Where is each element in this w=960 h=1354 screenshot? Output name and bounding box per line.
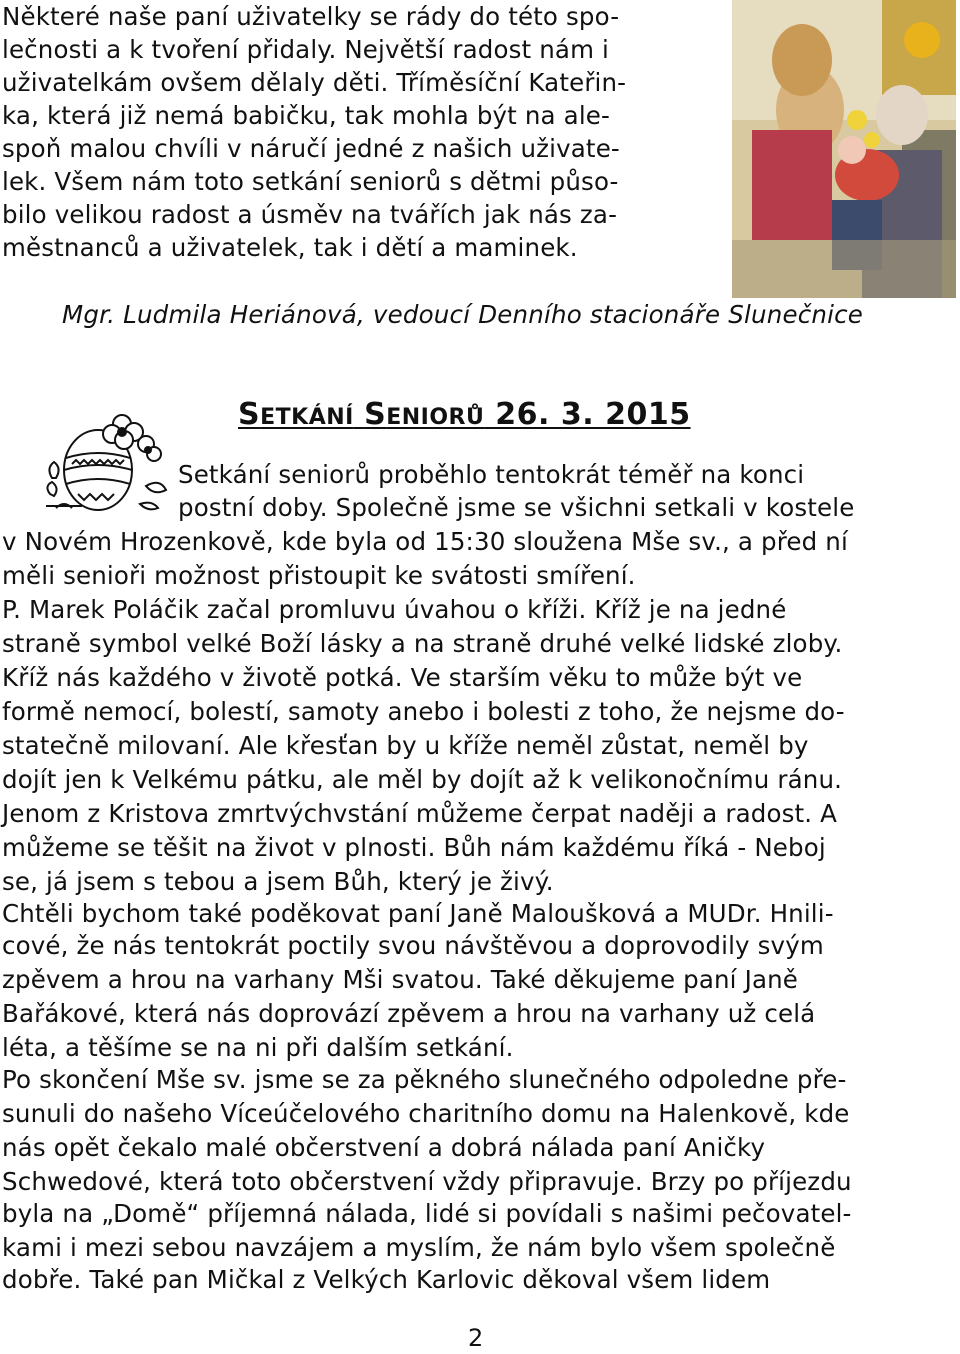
heading-date: 26. 3. 2015	[484, 397, 691, 432]
body-line: Kříž nás každého v životě potká. Ve starším věku to může být ve	[2, 663, 803, 692]
heading-smallcaps: ETKÁNÍ	[260, 405, 354, 430]
body-line: sunuli do našeho Víceúčelového charitního domu na Halenkově, kde	[2, 1099, 850, 1128]
body-line: zpěvem a hrou na varhany Mši svatou. Také děkujeme paní Janě	[2, 965, 799, 994]
body-line: Setkání seniorů proběhlo tentokrát téměř na konci	[178, 460, 805, 489]
photo-elderly-woman-with-baby	[732, 0, 956, 298]
intro-line: uživatelkám ovšem dělaly děti. Tříměsíční Kateřin-	[2, 68, 627, 97]
intro-line: lek. Všem nám toto setkání seniorů s dětmi půso-	[2, 167, 619, 196]
heading-space	[354, 398, 364, 431]
section-heading	[238, 396, 691, 437]
easter-egg-with-flowers-icon	[42, 408, 174, 512]
intro-line: ka, která již nemá babičku, tak mohla být na ale-	[2, 101, 610, 130]
body-line: nás opět čekalo malé občerstvení a dobrá nálada paní Aničky	[2, 1133, 766, 1162]
body-line: se, já jsem s tebou a jsem Bůh, který je živý.	[2, 867, 554, 896]
body-line: můžeme se těšit na život v plnosti. Bůh nám každému říká - Neboj	[2, 833, 826, 862]
body-line: P. Marek Poláčik začal promluvu úvahou o kříži. Kříž je na jedné	[2, 595, 787, 624]
body-line: Jenom z Kristova zmrtvýchvstání můžeme čerpat naději a radost. A	[2, 799, 838, 828]
body-line: léta, a těšíme se na ni při dalším setkání.	[2, 1033, 514, 1062]
body-line: straně symbol velké Boží lásky a na straně druhé velké lidské zloby.	[2, 629, 843, 658]
body-line: Po skončení Mše sv. jsme se za pěkného slunečného odpoledne pře-	[2, 1065, 847, 1094]
body-line: v Novém Hrozenkově, kde byla od 15:30 sloužena Mše sv., a před ní	[2, 527, 848, 556]
body-line: dobře. Také pan Mičkal z Velkých Karlovic děkoval všem lidem	[2, 1265, 771, 1294]
intro-line: spoň malou chvíli v náručí jedné z našich uživate-	[2, 134, 620, 163]
body-line: měli senioři možnost přistoupit ke svátosti smíření.	[2, 561, 636, 590]
body-line: statečně milovaní. Ale křesťan by u kříže neměl zůstat, neměl by	[2, 731, 809, 760]
intro-line: městnanců a uživatelek, tak i dětí a maminek.	[2, 233, 578, 262]
body-line: byla na „Domě“ příjemná nálada, lidé si povídali s našimi pečovatel-	[2, 1199, 852, 1228]
page-number: 2	[468, 1324, 484, 1352]
intro-line: lečnosti a k tvoření přidaly. Největší radost nám i	[2, 35, 610, 64]
body-line: Chtěli bychom také poděkovat paní Janě Maloušková a MUDr. Hnili-	[2, 899, 834, 928]
heading-cap: S	[364, 397, 387, 432]
heading-cap: S	[238, 397, 261, 432]
intro-line: bilo velikou radost a úsměv na tvářích jak nás za-	[2, 200, 618, 229]
body-line: formě nemocí, bolestí, samoty anebo i bolesti z toho, že nejsme do-	[2, 697, 845, 726]
heading-smallcaps: ENIORŮ	[386, 405, 485, 430]
photo-illustration	[732, 0, 956, 298]
body-line: kami i mezi sebou navzájem a myslím, že nám bylo všem společně	[2, 1233, 836, 1262]
author-signature: Mgr. Ludmila Heriánová, vedoucí Denního stacionáře Slunečnice	[62, 300, 864, 329]
body-line: Schwedové, která toto občerstvení vždy připravuje. Brzy po příjezdu	[2, 1167, 852, 1196]
body-line: dojít jen k Velkému pátku, ale měl by dojít až k velikonočnímu ránu.	[2, 765, 843, 794]
body-line: cové, že nás tentokrát poctily svou návštěvou a doprovodily svým	[2, 931, 824, 960]
intro-line: Některé naše paní uživatelky se rády do této spo-	[2, 2, 620, 31]
body-line: postní doby. Společně jsme se všichni setkali v kostele	[178, 493, 855, 522]
body-line: Bařákové, která nás doprovází zpěvem a hrou na varhany už celá	[2, 999, 816, 1028]
